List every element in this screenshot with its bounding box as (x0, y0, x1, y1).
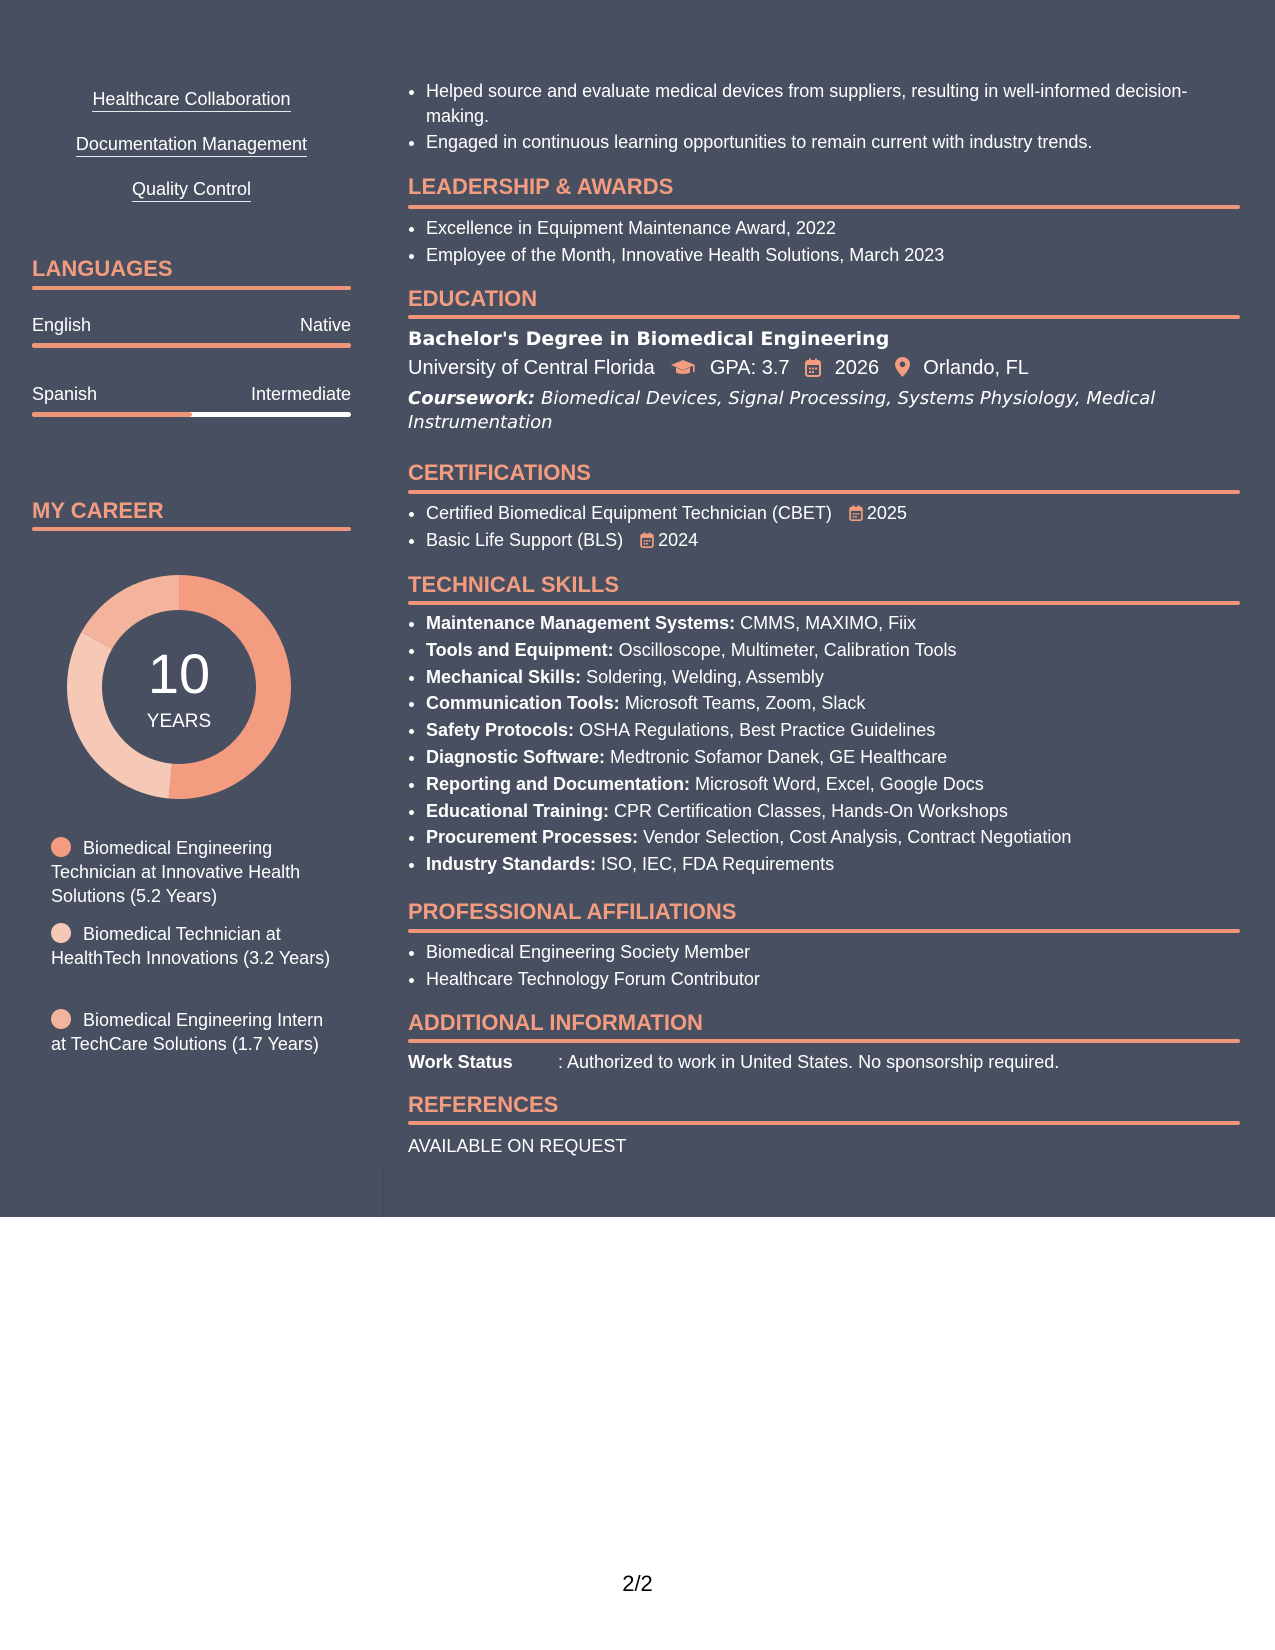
skill-category: Maintenance Management Systems: (426, 613, 736, 633)
certifications-list (408, 500, 1240, 554)
certification-year: 2024 (658, 530, 699, 550)
legend-dot (51, 837, 71, 857)
career-legend-item (51, 922, 341, 970)
career-legend-item (51, 1008, 341, 1056)
graduation-year: 2026 (834, 357, 880, 379)
list-item: • Engaged in continuous learning opportunities to remain current with industry trends. (426, 130, 1240, 155)
list-item: • Healthcare Technology Forum Contributor (426, 966, 1240, 993)
page-number: 2/2 (622, 1571, 653, 1596)
legend-dot (51, 1009, 71, 1029)
language-name: English (32, 315, 92, 335)
affiliations-list (408, 939, 1240, 993)
career-donut-chart (67, 575, 291, 799)
list-item: • Helped source and evaluate medical devices from suppliers, resulting in well-informed decision-making. (426, 79, 1240, 129)
experience-bullets (408, 79, 1240, 155)
skill-label: Documentation Management (76, 134, 307, 157)
language-proficiency-fill (32, 412, 192, 417)
languages-heading: LANGUAGES (32, 256, 173, 281)
skill-values: ISO, IEC, FDA Requirements (601, 854, 835, 875)
skill-item (32, 88, 351, 110)
career-legend-label: Biomedical Technician at HealthTech Innovations (3.2 Years) (51, 924, 331, 968)
skill-values: CPR Certification Classes, Hands-On Workshops (614, 800, 1008, 821)
gpa: GPA: 3.7 (709, 357, 790, 379)
section-rule (408, 929, 1240, 933)
skill-label: Quality Control (132, 179, 251, 202)
skill-values: OSHA Regulations, Best Practice Guidelines (579, 720, 936, 741)
list-item (426, 798, 1240, 825)
list-item (426, 690, 1240, 717)
references-text: AVAILABLE ON REQUEST (408, 1136, 627, 1156)
awards-list (408, 215, 1240, 269)
skill-category: Industry Standards: (426, 854, 597, 875)
career-heading: MY CAREER (32, 498, 164, 523)
skill-category: Communication Tools: (426, 693, 620, 714)
skill-category: Safety Protocols: (426, 720, 575, 741)
technical-skills-list (408, 610, 1240, 878)
list-item (426, 664, 1240, 691)
language-level: Intermediate (250, 384, 351, 404)
list-item (426, 610, 1240, 637)
skill-values: Oscilloscope, Multimeter, Calibration Tools (618, 639, 957, 660)
list-item: • Biomedical Engineering Society Member (426, 939, 1240, 966)
list-item (426, 527, 1240, 554)
coursework-label: Coursework: (408, 388, 536, 409)
graduation-cap-icon (670, 357, 696, 385)
calendar-icon (640, 529, 654, 545)
list-item (426, 500, 1240, 527)
section-rule (408, 1121, 1240, 1125)
calendar-icon (805, 357, 821, 385)
skill-values: Microsoft Teams, Zoom, Slack (624, 693, 866, 714)
education-location: Orlando, FL (923, 357, 1029, 379)
list-item (426, 717, 1240, 744)
list-item (426, 824, 1240, 851)
donut-segment-3 (81, 575, 179, 649)
language-proficiency-bar (32, 343, 351, 348)
section-rule (408, 1039, 1240, 1043)
career-total-unit: YEARS (146, 711, 212, 732)
section-rule (32, 527, 351, 531)
skill-values: CMMS, MAXIMO, Fiix (740, 613, 917, 633)
language-proficiency-fill (32, 343, 351, 348)
list-item (426, 771, 1240, 798)
skill-category: Diagnostic Software: (426, 746, 606, 767)
skill-category: Reporting and Documentation: (426, 773, 690, 794)
skill-label: Healthcare Collaboration (92, 89, 290, 112)
education-entry (408, 326, 1240, 435)
skill-values: Medtronic Sofamor Danek, GE Healthcare (610, 746, 948, 767)
legend-dot (51, 923, 71, 943)
skill-values: Microsoft Word, Excel, Google Docs (695, 773, 984, 794)
list-item: • Excellence in Equipment Maintenance Award, 2022 (426, 215, 1240, 242)
education-meta (408, 354, 1240, 385)
section-rule (32, 286, 351, 290)
certifications-heading: CERTIFICATIONS (408, 460, 591, 485)
skill-item (32, 178, 351, 200)
affiliations-heading: PROFESSIONAL AFFILIATIONS (408, 899, 737, 924)
coursework-value: Biomedical Devices, Signal Processing, Systems Physiology, Medical Instrumentation (408, 388, 1156, 433)
work-status-row (408, 1050, 1240, 1074)
career-total-number: 10 (147, 642, 211, 705)
work-status-label: Work Status (408, 1052, 513, 1072)
school-name: University of Central Florida (408, 357, 655, 379)
work-status-value: : Authorized to work in United States. No sponsorship required. (558, 1052, 1060, 1072)
list-item: • Employee of the Month, Innovative Health Solutions, March 2023 (426, 242, 1240, 269)
section-rule (408, 490, 1240, 494)
certification-name: Certified Biomedical Equipment Technician (CBET) (426, 503, 832, 523)
location-pin-icon (895, 357, 910, 385)
coursework (408, 387, 1240, 435)
skill-values: Vendor Selection, Cost Analysis, Contract Negotiation (643, 827, 1072, 848)
references-heading: REFERENCES (408, 1092, 559, 1117)
skill-values: Soldering, Welding, Assembly (586, 666, 824, 687)
skill-category: Tools and Equipment: (426, 639, 614, 660)
additional-info-heading: ADDITIONAL INFORMATION (408, 1010, 703, 1035)
section-rule (408, 315, 1240, 319)
awards-heading: LEADERSHIP & AWARDS (408, 174, 674, 199)
skill-category: Educational Training: (426, 800, 610, 821)
certification-name: Basic Life Support (BLS) (426, 530, 624, 550)
column-divider (382, 1168, 383, 1217)
career-legend-label: Biomedical Engineering Intern at TechCare Solutions (1.7 Years) (51, 1010, 324, 1054)
technical-skills-heading: TECHNICAL SKILLS (408, 572, 620, 597)
skill-category: Procurement Processes: (426, 827, 639, 848)
section-rule (408, 205, 1240, 209)
skill-item (32, 133, 351, 155)
list-item (426, 744, 1240, 771)
list-item (426, 637, 1240, 664)
education-heading: EDUCATION (408, 286, 538, 311)
language-proficiency-bar (32, 412, 351, 417)
career-legend-item (51, 836, 341, 908)
language-name: Spanish (32, 384, 98, 404)
degree-title: Bachelor's Degree in Biomedical Engineering (408, 328, 890, 350)
career-legend-label: Biomedical Engineering Technician at Innovative Health Solutions (5.2 Years) (51, 838, 301, 906)
list-item (426, 851, 1240, 878)
calendar-icon (849, 502, 863, 518)
left-column (32, 0, 351, 1217)
skill-category: Mechanical Skills: (426, 666, 582, 687)
certification-year: 2025 (866, 503, 907, 523)
language-level: Native (299, 315, 351, 335)
section-rule (408, 601, 1240, 605)
